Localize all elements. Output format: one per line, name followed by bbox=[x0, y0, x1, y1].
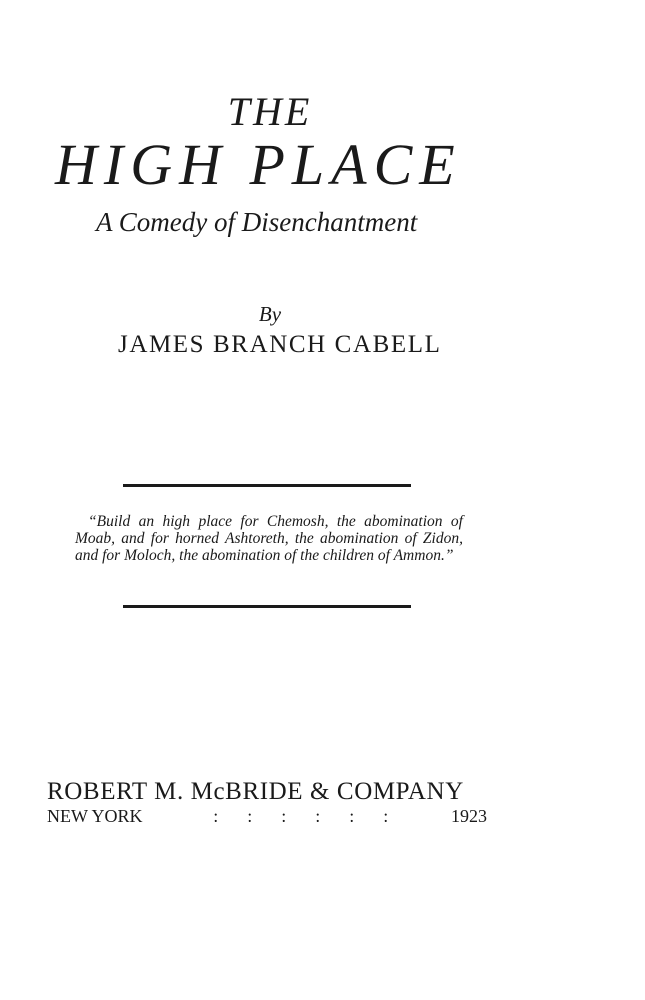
separator-colon: : bbox=[281, 806, 287, 826]
epigraph-quote: “Build an high place for Chemosh, the abomination of Moab, and for horned Ashtoreth, the abomination of Zidon, and for Moloch, the abomination of the children of Ammon.” bbox=[75, 513, 463, 564]
imprint-line bbox=[47, 806, 487, 827]
author-name: JAMES BRANCH CABELL bbox=[118, 331, 442, 358]
book-title: HIGH PLACE bbox=[55, 132, 462, 197]
separator-colon: : bbox=[383, 806, 389, 826]
imprint-separators bbox=[179, 806, 414, 827]
imprint-year: 1923 bbox=[451, 806, 487, 826]
separator-colon: : bbox=[213, 806, 219, 826]
separator-colon: : bbox=[349, 806, 355, 826]
book-subtitle: A Comedy of Disenchantment bbox=[96, 207, 418, 237]
publisher-name: ROBERT M. McBRIDE & COMPANY bbox=[47, 778, 464, 805]
divider-rule-bottom bbox=[123, 605, 411, 608]
divider-rule-top bbox=[123, 484, 411, 487]
separator-colon: : bbox=[315, 806, 321, 826]
imprint-city: NEW YORK bbox=[47, 806, 143, 826]
separator-colon: : bbox=[247, 806, 253, 826]
byline-by: By bbox=[258, 302, 282, 326]
title-line-the: THE bbox=[227, 89, 313, 134]
